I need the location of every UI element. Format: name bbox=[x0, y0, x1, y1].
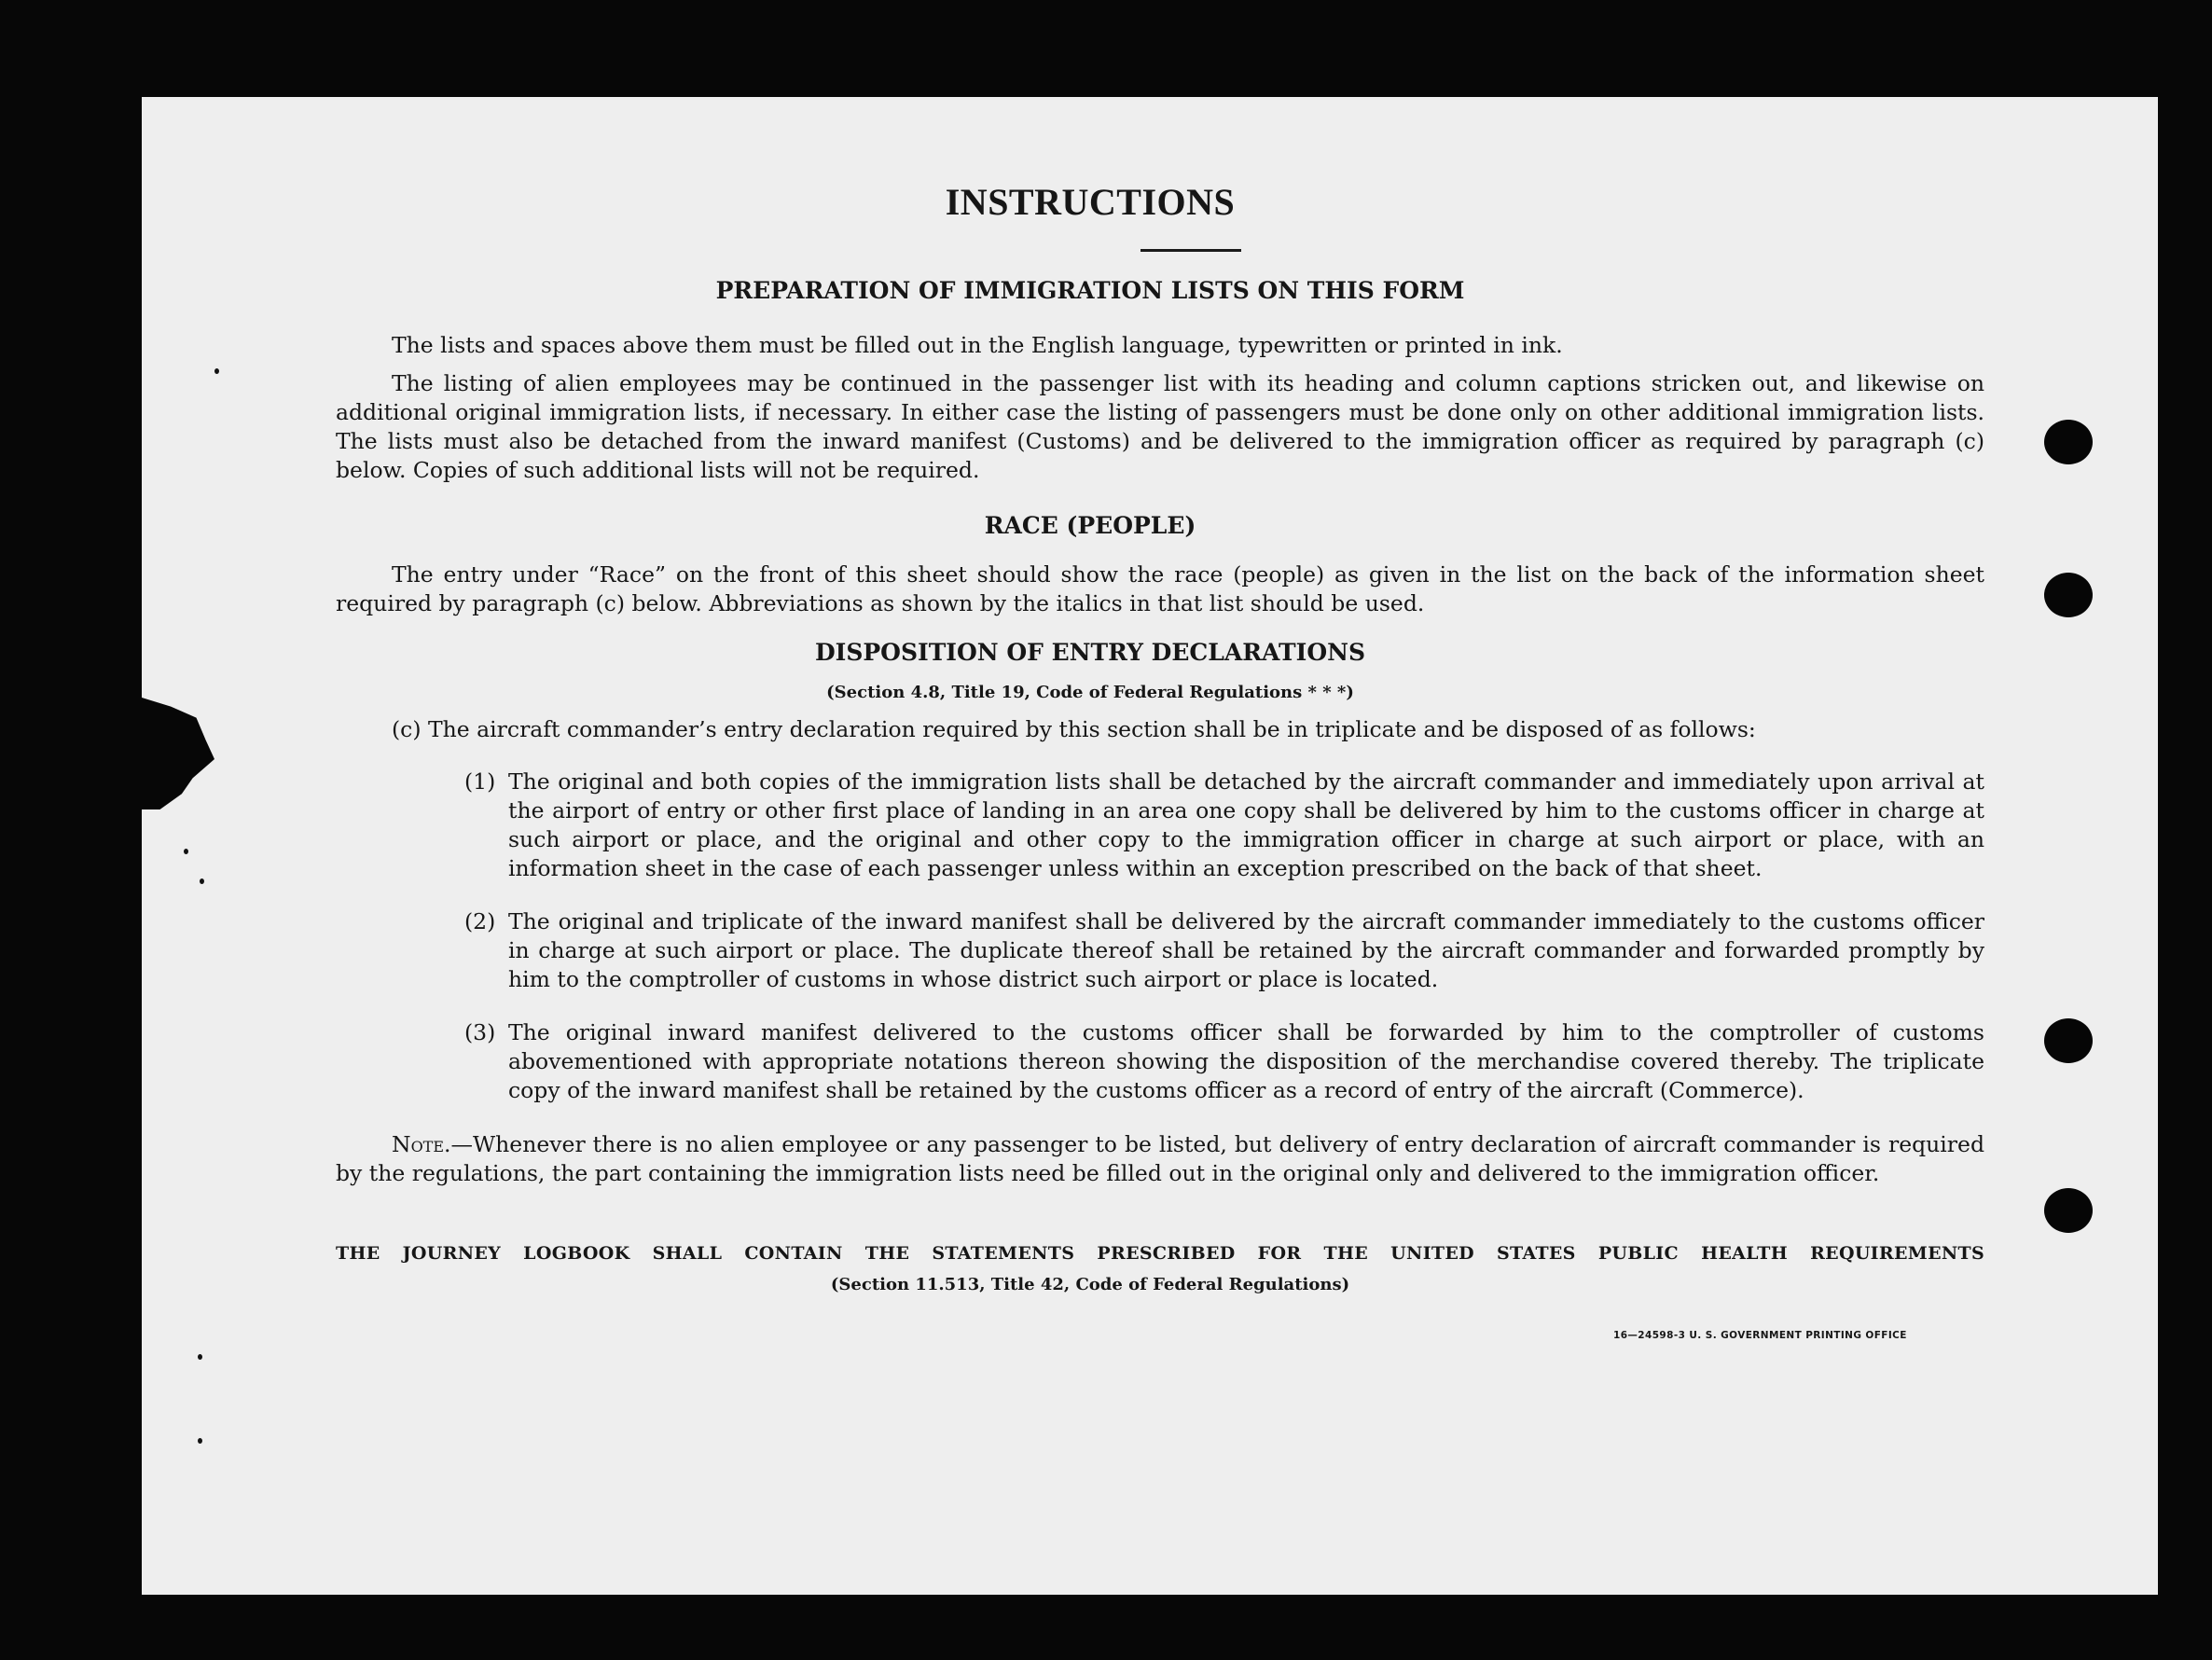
title-underline bbox=[1141, 249, 1241, 252]
punch-hole bbox=[2044, 1188, 2093, 1233]
note-text: —Whenever there is no alien employee or any passenger to be listed, but delivery of entry declaration of aircraft commander is required by the regulations, the part containing the immigration lists need be filled out in the original only and delivered to the immigration officer. bbox=[336, 1131, 1984, 1186]
item-text: The original inward manifest delivered to the customs officer shall be forwarded by him to the comptroller of customs abovementioned with appropriate notations thereon showing the disposition of the merchandise covered thereby. The triplicate copy of the inward manifest shall be retained by the customs officer as a record of entry of the aircraft (Commerce). bbox=[508, 1019, 1984, 1103]
disposition-heading: DISPOSITION OF ENTRY DECLARATIONS bbox=[814, 639, 1366, 666]
printing-office-imprint: 16—24598-3 U. S. GOVERNMENT PRINTING OFFICE bbox=[1613, 1330, 1907, 1341]
race-paragraph: The entry under “Race” on the front of this sheet should show the race (people) as given in the list on the back of the information sheet required by paragraph (c) below. Abbreviations as shown by the italics in that list should be used. bbox=[336, 561, 1984, 616]
public-health-footer: THE JOURNEY LOGBOOK SHALL CONTAIN THE STATEMENTS PRESCRIBED FOR THE UNITED STATES PUBLIC HEALTH REQUIREMENTS bbox=[336, 1243, 1984, 1264]
punch-hole bbox=[2044, 420, 2093, 464]
disposition-citation: (Section 4.8, Title 19, Code of Federal Regulations * * *) bbox=[826, 683, 1354, 702]
preparation-paragraph-1: The lists and spaces above them must be filled out in the English language, typewritten or printed in ink. bbox=[392, 332, 1563, 358]
note-label: Note. bbox=[392, 1131, 451, 1157]
public-health-citation: (Section 11.513, Title 42, Code of Federal Regulations) bbox=[830, 1275, 1350, 1294]
speck bbox=[200, 878, 204, 884]
disposition-item-2 bbox=[464, 907, 1984, 994]
note-paragraph bbox=[336, 1130, 1984, 1188]
preparation-paragraph-2: The listing of alien employees may be continued in the passenger list with its heading and column captions stricken out, and likewise on additional original immigration lists, if necessary. In either case the listing of passengers must be done only on other additional immigration lists. The lists must also be detached from the inward manifest (Customs) and be delivered to the immigration officer as required by paragraph (c) below. Copies of such additional lists will not be required. bbox=[336, 370, 1984, 483]
punch-hole bbox=[2044, 1018, 2093, 1063]
punch-hole bbox=[2044, 573, 2093, 617]
speck bbox=[198, 1438, 202, 1444]
speck bbox=[214, 368, 219, 374]
disposition-item-1 bbox=[464, 768, 1984, 883]
disposition-paragraph-c: (c) The aircraft commander’s entry declaration required by this section shall be in triplicate and be disposed of as follows: bbox=[392, 716, 1756, 742]
speck bbox=[198, 1354, 202, 1360]
item-text: The original and both copies of the immigration lists shall be detached by the aircraft commander and immediately upon arrival at the airport of entry or other first place of landing in an area one copy shall be delivered by him to the customs officer in charge at such airport or place, and the original and other copy to the immigration officer in charge at such airport or place, with an information sheet in the case of each passenger unless within an exception prescribed on the back of that sheet. bbox=[508, 768, 1984, 881]
item-number: (1) bbox=[464, 768, 496, 795]
race-heading: RACE (PEOPLE) bbox=[984, 512, 1196, 539]
item-text: The original and triplicate of the inward manifest shall be delivered by the aircraft commander immediately to the customs officer in charge at such airport or place. The duplicate thereof shall be retained by the aircraft commander and forwarded promptly by him to the comptroller of customs in whose district such airport or place is located. bbox=[508, 908, 1984, 992]
item-number: (2) bbox=[464, 908, 496, 934]
document-title: INSTRUCTIONS bbox=[945, 181, 1236, 223]
item-number: (3) bbox=[464, 1019, 496, 1045]
preparation-heading: PREPARATION OF IMMIGRATION LISTS ON THIS FORM bbox=[715, 277, 1465, 304]
speck bbox=[184, 849, 188, 854]
disposition-item-3 bbox=[464, 1018, 1984, 1105]
